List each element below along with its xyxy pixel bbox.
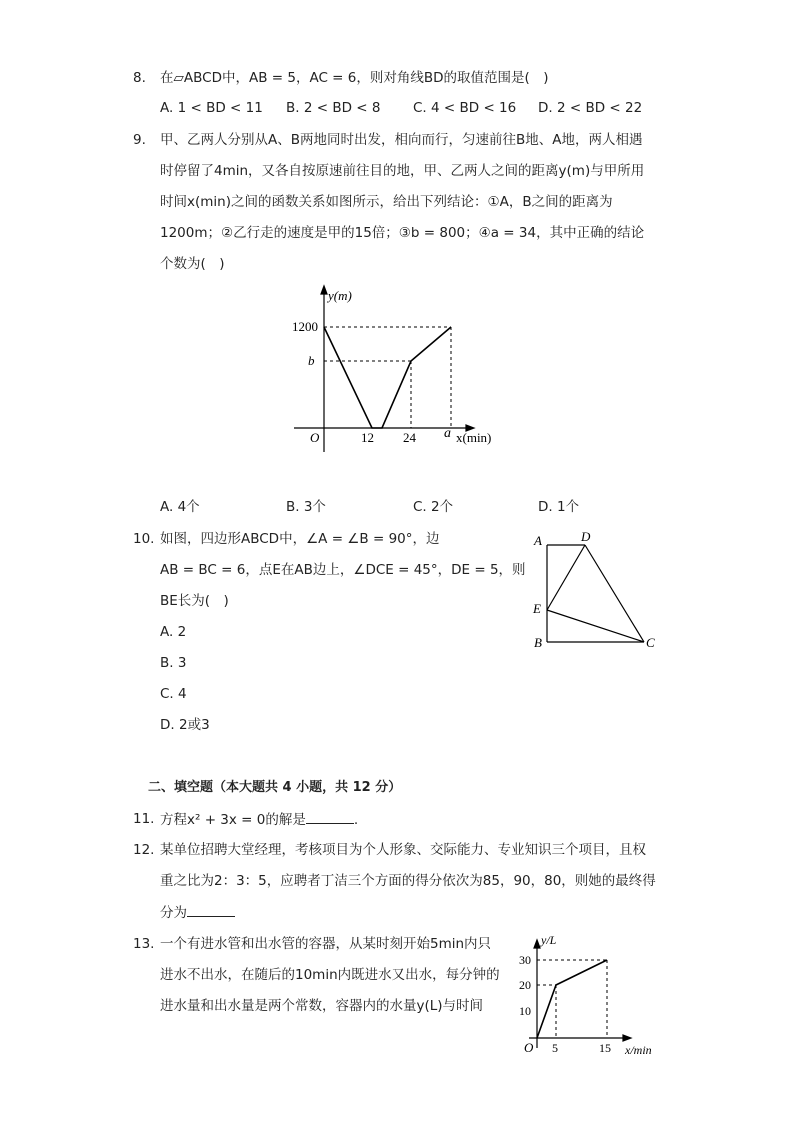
q13-graph: [515, 930, 665, 1060]
q9-y-arrow: [321, 286, 327, 294]
q9-line-5: 个数为( ): [160, 256, 225, 272]
q13-y-tick-10: 10: [519, 1004, 531, 1018]
q9-line-3: 时间x(min)之间的函数关系如图所示，给出下列结论：①A，B之间的距离为: [160, 194, 613, 210]
q13-graph-line: [537, 960, 607, 1038]
q12-text: 分为: [160, 905, 187, 921]
q9-line-4: 1200m；②乙行走的速度是甲的15倍；③b = 800；④a = 34，其中正确的结论: [160, 225, 645, 241]
q13-y-tick-30: 30: [519, 953, 531, 967]
q13-x-label: x/min: [625, 1043, 652, 1057]
q12-line-2: 重之比为2：3：5，应聘者丁洁三个方面的得分依次为85，90，80，则她的最终得: [160, 873, 656, 889]
section-2-title: 二、填空题（本大题共 4 小题，共 12 分）: [148, 780, 402, 795]
q10-label-b: B: [534, 635, 542, 650]
q10-option-b: B. 3: [160, 655, 187, 671]
q13-x-arrow: [623, 1035, 631, 1041]
q12-answer-blank[interactable]: [187, 902, 235, 917]
q11-end: .: [353, 812, 359, 828]
q11-text: 方程x² + 3x = 0的解是: [160, 812, 306, 828]
q9-origin: O: [310, 430, 320, 445]
q10-side-dc: [585, 545, 644, 642]
q13-number: 13.: [133, 936, 155, 952]
q12-line-1: 某单位招聘大堂经理，考核项目为个人形象、交际能力、专业知识三个项目，且权: [160, 842, 646, 858]
q9-graph-line: [324, 327, 451, 428]
q13-y-tick-20: 20: [519, 978, 531, 992]
q9-x-tick-24: 24: [403, 430, 416, 445]
q9-option-b: B. 3个: [286, 499, 326, 515]
q10-label-a: A: [534, 533, 542, 548]
q11-number: 11.: [133, 811, 155, 827]
q9-y-label: y(m): [328, 288, 352, 303]
q12-line-3: [160, 902, 235, 923]
q9-graph: [280, 280, 510, 460]
q9-y-tick-b: b: [308, 353, 315, 368]
q10-line-1: 如图，四边形ABCD中，∠A = ∠B = 90°，边: [160, 531, 440, 547]
q8-option-a: A. 1 < BD < 11: [160, 100, 263, 116]
q9-x-tick-12: 12: [361, 430, 374, 445]
q10-number: 10.: [133, 531, 155, 547]
q9-y-tick-1200: 1200: [292, 319, 318, 334]
q10-seg-de: [547, 545, 585, 610]
q10-line-2: AB = BC = 6，点E在AB边上，∠DCE = 45°，DE = 5，则: [160, 562, 526, 578]
q13-line-1: 一个有进水管和出水管的容器，从某时刻开始5min内只: [160, 936, 492, 952]
q10-seg-ec: [547, 610, 644, 642]
q8-option-c: C. 4 < BD < 16: [413, 100, 517, 116]
q9-option-a: A. 4个: [160, 499, 200, 515]
q10-label-d: D: [581, 529, 591, 544]
q13-x-tick-5: 5: [552, 1041, 558, 1055]
q8-option-d: D. 2 < BD < 22: [538, 100, 643, 116]
q12-number: 12.: [133, 842, 155, 858]
q13-y-arrow: [534, 940, 540, 948]
q10-option-c: C. 4: [160, 686, 187, 702]
q10-label-e: E: [533, 601, 541, 616]
q13-line-2: 进水不出水，在随后的10min内既进水又出水，每分钟的: [160, 967, 500, 983]
q13-line-3: 进水量和出水量是两个常数，容器内的水量y(L)与时间: [160, 998, 484, 1014]
q13-origin: O: [524, 1040, 534, 1055]
q9-line-2: 时停留了4min，又各自按原速前往目的地，甲、乙两人之间的距离y(m)与甲所用: [160, 163, 645, 179]
q9-option-c: C. 2个: [413, 499, 454, 515]
q9-line-1: 甲、乙两人分别从A、B两地同时出发，相向而行，匀速前往B地、A地，两人相遇: [160, 132, 643, 148]
q9-x-label: x(min): [456, 430, 492, 445]
q10-line-3: BE长为( ): [160, 593, 229, 609]
q9-x-tick-a: a: [444, 426, 451, 441]
q8-number: 8.: [133, 70, 146, 86]
q10-option-d: D. 2或3: [160, 717, 210, 733]
q10-label-c: C: [646, 635, 655, 650]
q13-x-tick-15: 15: [599, 1041, 611, 1055]
q9-number: 9.: [133, 132, 146, 148]
q8-stem: 在▱ABCD中，AB = 5，AC = 6，则对角线BD的取值范围是( ): [160, 70, 549, 86]
q10-option-a: A. 2: [160, 624, 187, 640]
q8-option-b: B. 2 < BD < 8: [286, 100, 381, 116]
q10-figure: [525, 525, 670, 660]
q11-answer-blank[interactable]: [306, 809, 354, 824]
q11-stem: [160, 809, 358, 830]
q9-option-d: D. 1个: [538, 499, 580, 515]
q13-y-label: y/L: [541, 933, 557, 947]
